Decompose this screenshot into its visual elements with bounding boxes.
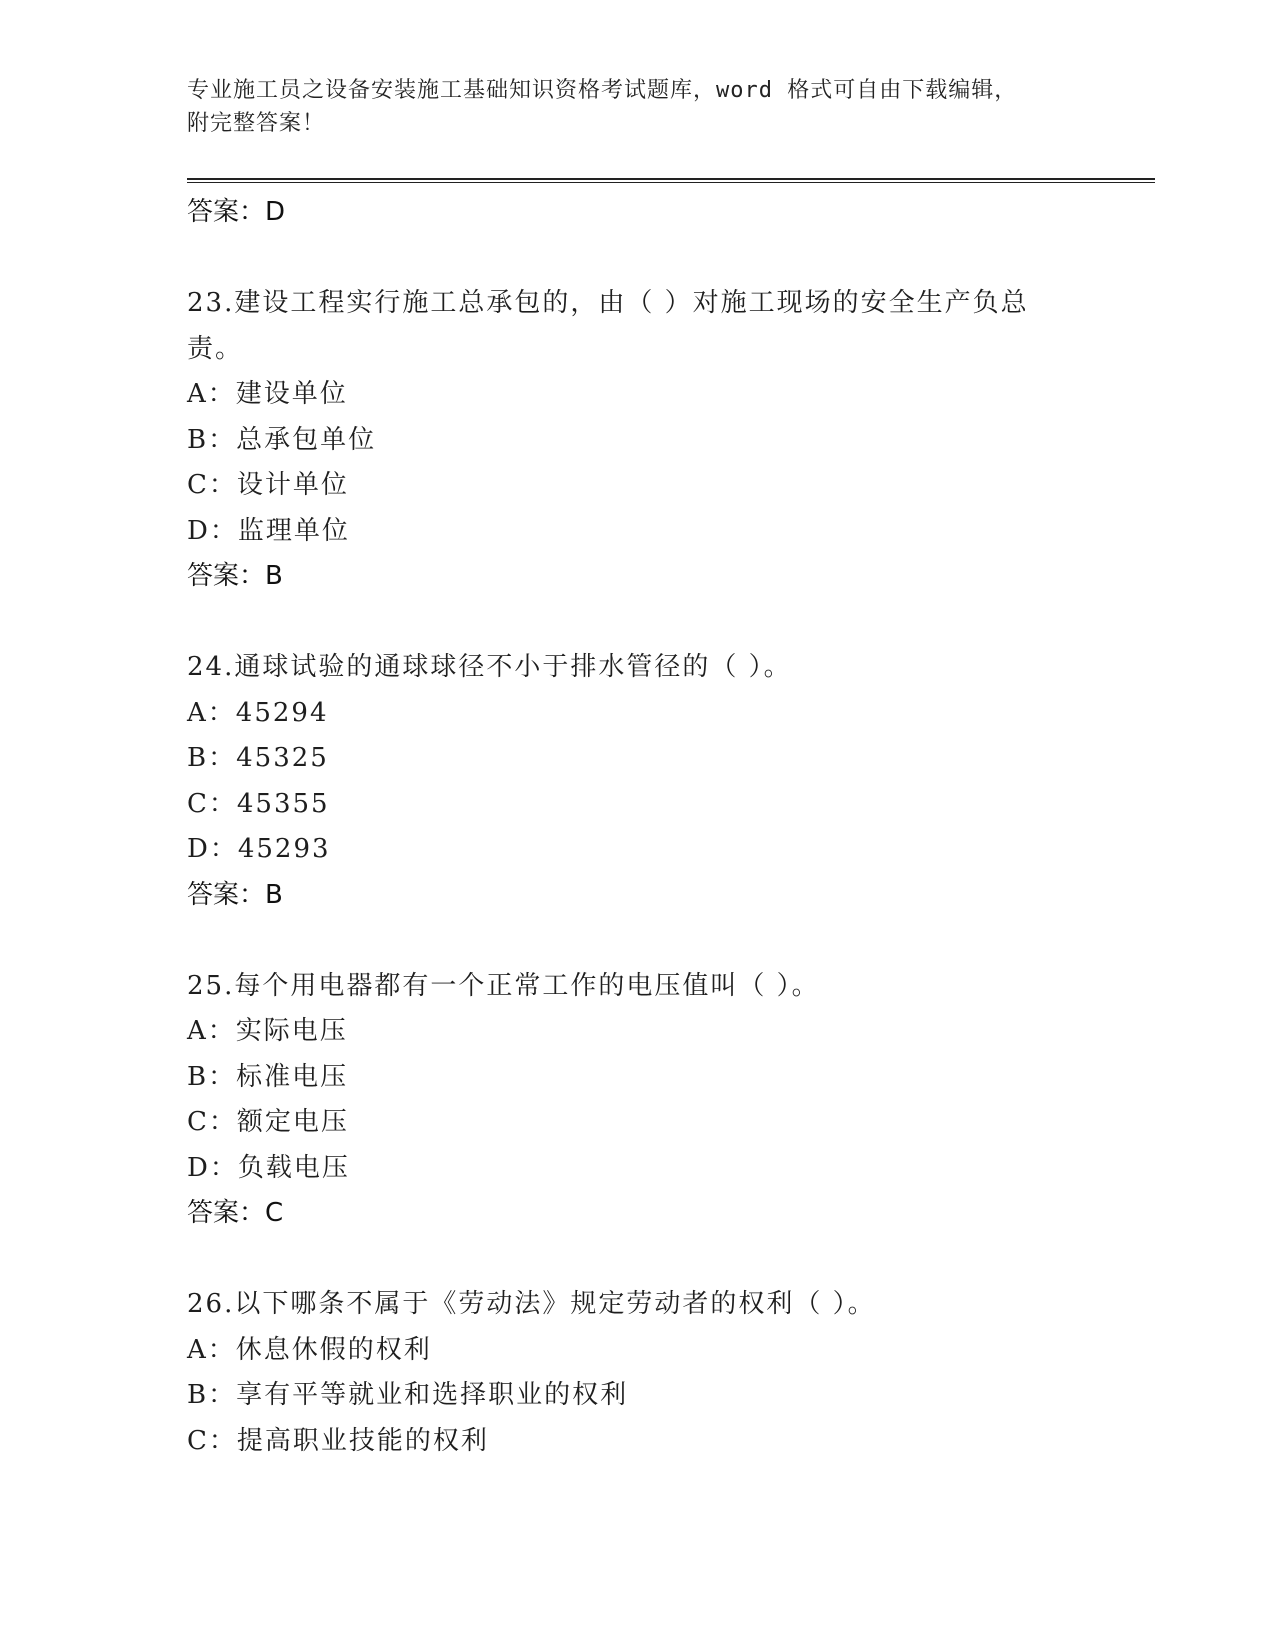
- option-c: C：45355: [187, 788, 330, 819]
- option-b: B：总承包单位: [187, 424, 377, 455]
- question-list: [187, 190, 1087, 1464]
- previous-answer: 答案：D: [187, 197, 286, 227]
- spacer: [187, 1237, 1087, 1283]
- question-24: [187, 645, 1087, 918]
- option-c: C：设计单位: [187, 470, 349, 500]
- option-c: C：提高职业技能的权利: [187, 1425, 489, 1456]
- option-c: C：额定电压: [187, 1107, 349, 1137]
- option-b: B：45325: [187, 743, 329, 773]
- document-header: [187, 74, 1087, 140]
- option-d: D：监理单位: [187, 515, 350, 546]
- option-d: D：负载电压: [187, 1152, 350, 1183]
- option-d: D：45293: [187, 834, 331, 864]
- header-line-2: 附完整答案！: [187, 111, 326, 136]
- question-stem: 25.每个用电器都有一个正常工作的电压值叫（ ）。: [187, 970, 820, 1001]
- spacer: [187, 600, 1087, 646]
- spacer: [187, 236, 1087, 282]
- option-a: A：休息休假的权利: [187, 1334, 432, 1365]
- header-divider: [187, 178, 1155, 183]
- spacer: [187, 918, 1087, 964]
- option-a: A：实际电压: [187, 1016, 348, 1046]
- question-stem-continued: 责。: [187, 333, 244, 364]
- question-25: [187, 964, 1087, 1237]
- answer: 答案：B: [187, 561, 283, 591]
- option-b: B：享有平等就业和选择职业的权利: [187, 1380, 629, 1410]
- answer: 答案：C: [187, 1198, 284, 1228]
- option-b: B：标准电压: [187, 1061, 349, 1092]
- question-stem: 26.以下哪条不属于《劳动法》规定劳动者的权利（ ）。: [187, 1289, 876, 1319]
- question-26: [187, 1282, 1087, 1464]
- question-23: [187, 281, 1087, 600]
- question-stem: 24.通球试验的通球球径不小于排水管径的（ ）。: [187, 652, 792, 682]
- option-a: A：45294: [187, 697, 329, 728]
- answer: 答案：B: [187, 879, 283, 910]
- header-line-1: 专业施工员之设备安装施工基础知识资格考试题库，word 格式可自由下载编辑，: [187, 78, 1018, 103]
- question-stem: 23.建设工程实行施工总承包的，由（ ）对施工现场的安全生产负总: [187, 288, 1029, 318]
- option-a: A：建设单位: [187, 379, 348, 409]
